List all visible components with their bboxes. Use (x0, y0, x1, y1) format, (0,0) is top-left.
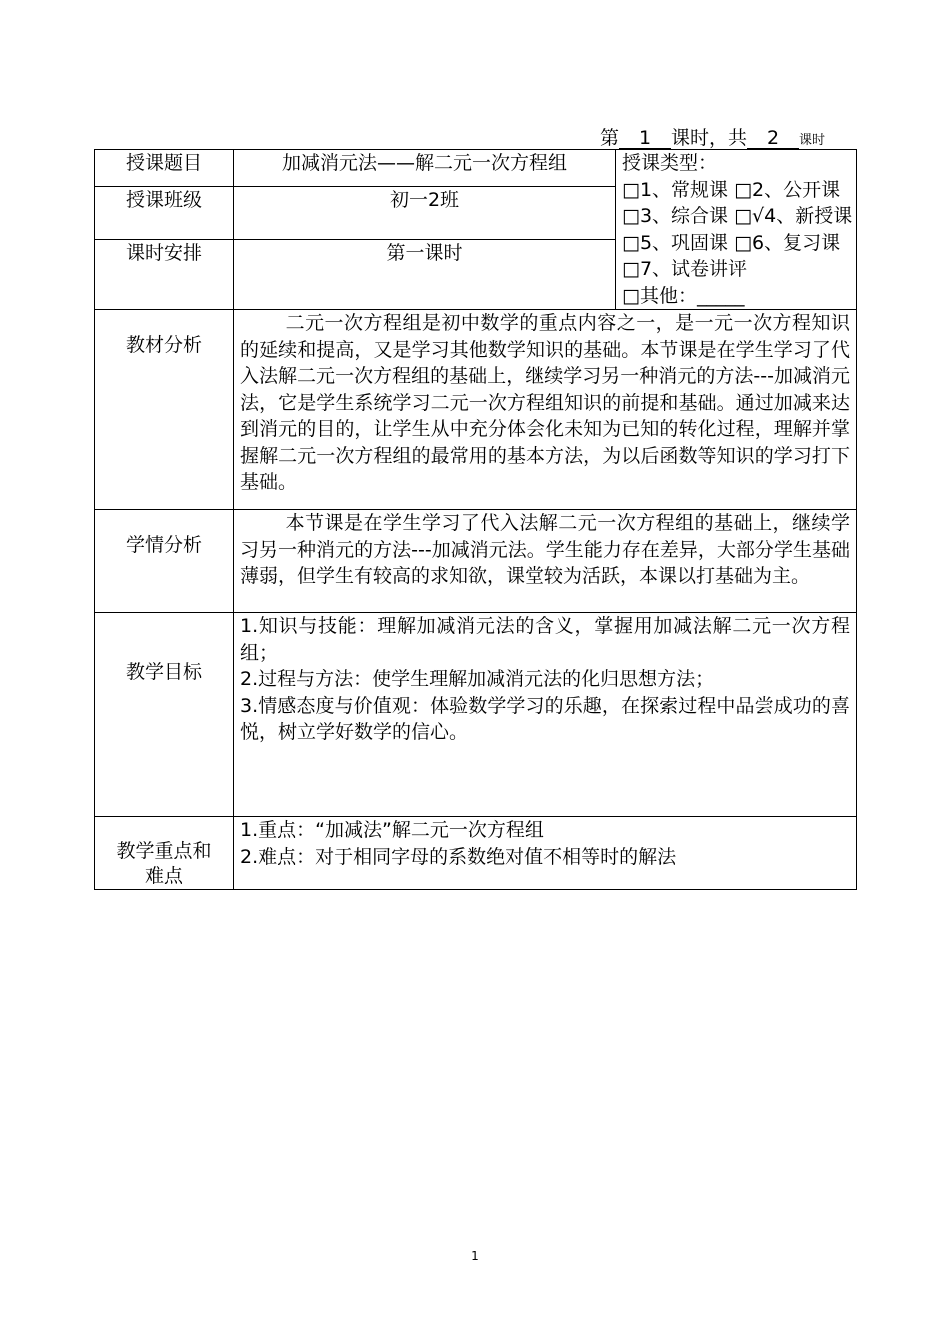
lesson-plan-table (94, 149, 857, 890)
lesson-number: 1 (619, 128, 671, 149)
students-label: 学情分析 (95, 510, 234, 613)
lesson-type-line-4: □7、试卷讲评 (622, 258, 748, 280)
schedule-value: 第一课时 (234, 240, 616, 310)
lesson-type-line-5: □其他：_____ (622, 284, 745, 307)
lesson-type-cell (616, 150, 857, 310)
goals-cell (234, 613, 857, 817)
students-text: 本节课是在学生学习了代入法解二元一次方程组的基础上，继续学习另一种消元的方法---加减消元法。学生能力存在差异，大部分学生基础薄弱，但学生有较高的求知欲，课堂较为活跃，本课以打基础为主。 (234, 510, 857, 613)
class-value: 初一2班 (234, 186, 616, 240)
goal-item-1: 1.知识与技能：理解加减消元法的含义，掌握用加减法解二元一次方程组； (240, 615, 850, 664)
goal-item-2: 2.过程与方法：使学生理解加减消元法的化归思想方法； (240, 668, 715, 690)
lesson-total: 2 (747, 128, 799, 149)
topic-value: 加减消元法——解二元一次方程组 (234, 150, 616, 187)
page-number: 1 (471, 1249, 479, 1263)
header-middle: 课时，共 (671, 127, 748, 149)
key-point-1: 1.重点：“加减法”解二元一次方程组 (240, 819, 544, 841)
header-prefix: 第 (600, 127, 620, 149)
class-label: 授课班级 (95, 186, 234, 240)
goals-label: 教学目标 (95, 613, 234, 817)
key-point-2: 2.难点：对于相同字母的系数绝对值不相等时的解法 (240, 845, 677, 868)
material-text: 二元一次方程组是初中数学的重点内容之一，是一元一次方程知识的延续和提高，又是学习其他数学知识的基础。本节课是在学生学习了代入法解二元一次方程组的基础上，继续学习另一种消元的方法---加减消元法，它是学生系统学习二元一次方程组知识的前提和基础。通过加减来达到消元的目的，让学生从中充分体会化未知为已知的转化过程，理解并掌握解二元一次方程组的最常用的基本方法，为以后函数等知识的学习打下基础。 (234, 310, 857, 510)
topic-label: 授课题目 (95, 150, 234, 187)
key-cell (234, 817, 857, 890)
goal-item-3: 3.情感态度与价值观：体验数学学习的乐趣，在探索过程中品尝成功的喜悦，树立学好数学的信心。 (240, 694, 850, 743)
lesson-type-line-2: □3、综合课 □√4、新授课 (622, 205, 853, 227)
material-label: 教材分析 (95, 310, 234, 510)
schedule-label: 课时安排 (95, 240, 234, 310)
header-suffix: 课时 (799, 133, 826, 148)
lesson-type-title: 授课类型： (622, 152, 718, 174)
key-label: 教学重点和难点 (95, 817, 234, 890)
lesson-type-line-1: □1、常规课 □2、公开课 (622, 178, 841, 201)
lesson-count-header (600, 126, 860, 150)
lesson-type-line-3: □5、巩固课 □6、复习课 (622, 231, 841, 254)
